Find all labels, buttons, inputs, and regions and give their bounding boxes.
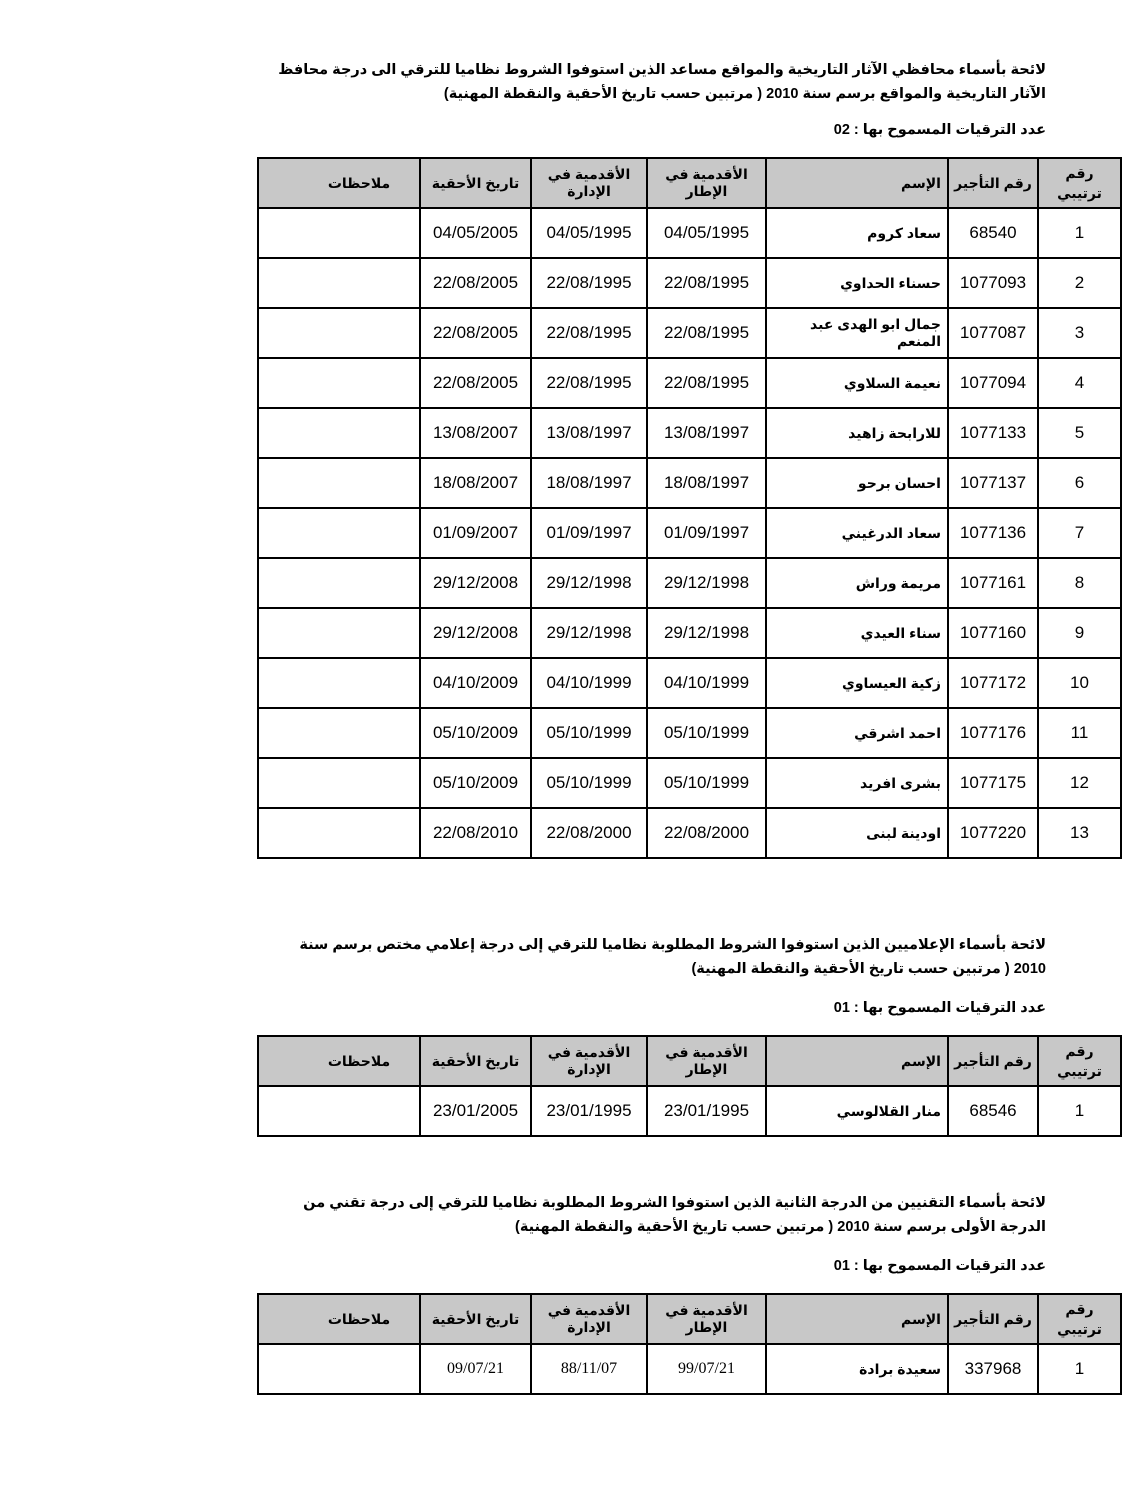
cell-rank-number: 4	[1038, 358, 1121, 408]
header-seniority-in-administration: الأقدمية في الإدارة	[531, 158, 647, 208]
cell-rank-number: 1	[1038, 208, 1121, 258]
header-seniority-in-grade: الأقدمية في الإطار	[647, 158, 766, 208]
section-1-allowed-count: عدد الترقيات المسموح بها : 02	[833, 122, 1046, 138]
table-row	[258, 1086, 1121, 1136]
table-row	[258, 708, 1121, 758]
cell-seniority-in-administration: 22/08/2000	[531, 808, 647, 858]
cell-notes	[258, 1086, 420, 1136]
cell-eligibility-date: 04/10/2009	[420, 658, 531, 708]
cell-notes	[258, 308, 420, 358]
section-2-title: لائحة بأسماء الإعلاميين الذين استوفوا الشروط المطلوبة نظاميا للترقي إلى درجة إعلامي مختص برسم سنة 2010 ( مرتبين حسب تاريخ الأحقية والنقطة المهنية)	[299, 937, 1046, 977]
section-1-table	[257, 157, 1122, 859]
cell-seniority-in-grade: 99/07/21	[647, 1344, 766, 1394]
cell-eligibility-date: 23/01/2005	[420, 1086, 531, 1136]
cell-seniority-in-administration: 88/11/07	[531, 1344, 647, 1394]
cell-notes	[258, 258, 420, 308]
cell-employee-name: سعيدة برادة	[766, 1344, 948, 1394]
table-row	[258, 758, 1121, 808]
cell-seniority-in-grade: 22/08/2000	[647, 808, 766, 858]
header-employee-id: رقم التأجير	[948, 1294, 1038, 1344]
table-row	[258, 558, 1121, 608]
cell-rank-number: 10	[1038, 658, 1121, 708]
section-3-allowed-count: عدد الترقيات المسموح بها : 01	[833, 1258, 1046, 1274]
section-2-allowed-count: عدد الترقيات المسموح بها : 01	[833, 1000, 1046, 1016]
cell-employee-id: 1077087	[948, 308, 1038, 358]
cell-eligibility-date: 18/08/2007	[420, 458, 531, 508]
cell-seniority-in-administration: 29/12/1998	[531, 558, 647, 608]
cell-employee-id: 1077161	[948, 558, 1038, 608]
cell-seniority-in-grade: 29/12/1998	[647, 558, 766, 608]
section-3-table	[257, 1293, 1122, 1395]
cell-rank-number: 6	[1038, 458, 1121, 508]
header-seniority-in-administration: الأقدمية في الإدارة	[531, 1036, 647, 1086]
cell-seniority-in-grade: 22/08/1995	[647, 258, 766, 308]
cell-employee-name: منار القلالوسي	[766, 1086, 948, 1136]
cell-seniority-in-administration: 29/12/1998	[531, 608, 647, 658]
cell-eligibility-date: 13/08/2007	[420, 408, 531, 458]
cell-eligibility-date: 05/10/2009	[420, 758, 531, 808]
header-seniority-in-grade: الأقدمية في الإطار	[647, 1294, 766, 1344]
cell-rank-number: 13	[1038, 808, 1121, 858]
cell-employee-name: للارابحة زاهيد	[766, 408, 948, 458]
cell-employee-name: مريمة وراش	[766, 558, 948, 608]
cell-seniority-in-grade: 04/10/1999	[647, 658, 766, 708]
cell-rank-number: 12	[1038, 758, 1121, 808]
table-row	[258, 808, 1121, 858]
table-row	[258, 458, 1121, 508]
cell-employee-name: جمال ابو الهدى عبد المنعم	[766, 308, 948, 358]
cell-employee-name: حسناء الحداوي	[766, 258, 948, 308]
table-row	[258, 408, 1121, 458]
cell-rank-number: 11	[1038, 708, 1121, 758]
header-notes: ملاحظات	[258, 1294, 420, 1344]
cell-notes	[258, 408, 420, 458]
cell-employee-name: زكية العيساوي	[766, 658, 948, 708]
cell-rank-number: 8	[1038, 558, 1121, 608]
cell-notes	[258, 358, 420, 408]
header-eligibility-date: تاريخ الأحقية	[420, 1036, 531, 1086]
cell-rank-number: 2	[1038, 258, 1121, 308]
cell-notes	[258, 708, 420, 758]
cell-eligibility-date: 29/12/2008	[420, 558, 531, 608]
cell-eligibility-date: 04/05/2005	[420, 208, 531, 258]
cell-employee-id: 1077133	[948, 408, 1038, 458]
section-1-title: لائحة بأسماء محافظي الآثار التاريخية والمواقع مساعد الذين استوفوا الشروط نظاميا للترقي الى درجة محافظ الآثار التاريخية والمواقع برسم سنة 2010 ( مرتبين حسب تاريخ الأحقية والنقطة المهنية)	[278, 62, 1046, 102]
cell-notes	[258, 808, 420, 858]
cell-employee-id: 1077175	[948, 758, 1038, 808]
header-eligibility-date: تاريخ الأحقية	[420, 158, 531, 208]
cell-employee-id: 1077176	[948, 708, 1038, 758]
cell-seniority-in-administration: 23/01/1995	[531, 1086, 647, 1136]
table-row	[258, 258, 1121, 308]
cell-eligibility-date: 22/08/2005	[420, 308, 531, 358]
cell-employee-id: 337968	[948, 1344, 1038, 1394]
table-header-row	[258, 1294, 1121, 1344]
cell-notes	[258, 758, 420, 808]
cell-employee-name: نعيمة السلاوي	[766, 358, 948, 408]
section-3-title: لائحة بأسماء التقنيين من الدرجة الثانية الذين استوفوا الشروط المطلوبة نظاميا للترقي إلى درجة تقني من الدرجة الأولى برسم سنة 2010 ( مرتبين حسب تاريخ الأحقية والنقطة المهنية)	[303, 1195, 1046, 1235]
cell-seniority-in-administration: 01/09/1997	[531, 508, 647, 558]
cell-employee-id: 1077094	[948, 358, 1038, 408]
table-row	[258, 658, 1121, 708]
cell-eligibility-date: 01/09/2007	[420, 508, 531, 558]
cell-seniority-in-grade: 05/10/1999	[647, 708, 766, 758]
cell-employee-id: 1077220	[948, 808, 1038, 858]
header-seniority-in-administration: الأقدمية في الإدارة	[531, 1294, 647, 1344]
cell-eligibility-date: 09/07/21	[420, 1344, 531, 1394]
header-rank-number: رقم ترتيبي	[1038, 158, 1121, 208]
cell-rank-number: 3	[1038, 308, 1121, 358]
section-2-table	[257, 1035, 1122, 1137]
cell-seniority-in-grade: 13/08/1997	[647, 408, 766, 458]
header-employee-id: رقم التأجير	[948, 158, 1038, 208]
cell-notes	[258, 208, 420, 258]
cell-seniority-in-administration: 05/10/1999	[531, 758, 647, 808]
header-rank-number: رقم ترتيبي	[1038, 1036, 1121, 1086]
header-eligibility-date: تاريخ الأحقية	[420, 1294, 531, 1344]
table-row	[258, 208, 1121, 258]
cell-employee-id: 68546	[948, 1086, 1038, 1136]
table-row	[258, 1344, 1121, 1394]
header-seniority-in-grade: الأقدمية في الإطار	[647, 1036, 766, 1086]
cell-seniority-in-grade: 22/08/1995	[647, 358, 766, 408]
cell-seniority-in-administration: 22/08/1995	[531, 308, 647, 358]
cell-seniority-in-administration: 18/08/1997	[531, 458, 647, 508]
cell-notes	[258, 558, 420, 608]
cell-employee-name: سعاد الدرغيني	[766, 508, 948, 558]
cell-seniority-in-grade: 05/10/1999	[647, 758, 766, 808]
cell-employee-id: 1077172	[948, 658, 1038, 708]
cell-seniority-in-grade: 01/09/1997	[647, 508, 766, 558]
cell-seniority-in-administration: 05/10/1999	[531, 708, 647, 758]
cell-employee-id: 1077160	[948, 608, 1038, 658]
header-notes: ملاحظات	[258, 158, 420, 208]
header-employee-name: الإسم	[766, 1294, 948, 1344]
cell-employee-name: سناء العيدي	[766, 608, 948, 658]
cell-employee-id: 68540	[948, 208, 1038, 258]
cell-eligibility-date: 22/08/2005	[420, 258, 531, 308]
cell-rank-number: 5	[1038, 408, 1121, 458]
table-header-row	[258, 158, 1121, 208]
cell-employee-id: 1077137	[948, 458, 1038, 508]
cell-notes	[258, 1344, 420, 1394]
cell-seniority-in-grade: 22/08/1995	[647, 308, 766, 358]
header-employee-name: الإسم	[766, 158, 948, 208]
cell-employee-id: 1077093	[948, 258, 1038, 308]
cell-seniority-in-administration: 04/10/1999	[531, 658, 647, 708]
cell-employee-name: سعاد كروم	[766, 208, 948, 258]
cell-notes	[258, 608, 420, 658]
cell-eligibility-date: 22/08/2005	[420, 358, 531, 408]
cell-notes	[258, 508, 420, 558]
cell-eligibility-date: 22/08/2010	[420, 808, 531, 858]
cell-rank-number: 7	[1038, 508, 1121, 558]
table-row	[258, 608, 1121, 658]
table-row	[258, 508, 1121, 558]
header-employee-name: الإسم	[766, 1036, 948, 1086]
cell-seniority-in-grade: 04/05/1995	[647, 208, 766, 258]
cell-seniority-in-administration: 13/08/1997	[531, 408, 647, 458]
cell-rank-number: 1	[1038, 1086, 1121, 1136]
cell-employee-name: بشرى افريد	[766, 758, 948, 808]
header-employee-id: رقم التأجير	[948, 1036, 1038, 1086]
cell-eligibility-date: 29/12/2008	[420, 608, 531, 658]
cell-rank-number: 9	[1038, 608, 1121, 658]
cell-seniority-in-grade: 23/01/1995	[647, 1086, 766, 1136]
cell-employee-name: اودينة لبنى	[766, 808, 948, 858]
cell-notes	[258, 658, 420, 708]
table-header-row	[258, 1036, 1121, 1086]
header-notes: ملاحظات	[258, 1036, 420, 1086]
cell-employee-name: احسان برحو	[766, 458, 948, 508]
cell-employee-name: احمد اشرقي	[766, 708, 948, 758]
cell-seniority-in-administration: 22/08/1995	[531, 258, 647, 308]
header-rank-number: رقم ترتيبي	[1038, 1294, 1121, 1344]
cell-rank-number: 1	[1038, 1344, 1121, 1394]
table-row	[258, 308, 1121, 358]
cell-eligibility-date: 05/10/2009	[420, 708, 531, 758]
table-row	[258, 358, 1121, 408]
cell-notes	[258, 458, 420, 508]
cell-seniority-in-grade: 18/08/1997	[647, 458, 766, 508]
cell-seniority-in-grade: 29/12/1998	[647, 608, 766, 658]
cell-seniority-in-administration: 04/05/1995	[531, 208, 647, 258]
cell-employee-id: 1077136	[948, 508, 1038, 558]
cell-seniority-in-administration: 22/08/1995	[531, 358, 647, 408]
